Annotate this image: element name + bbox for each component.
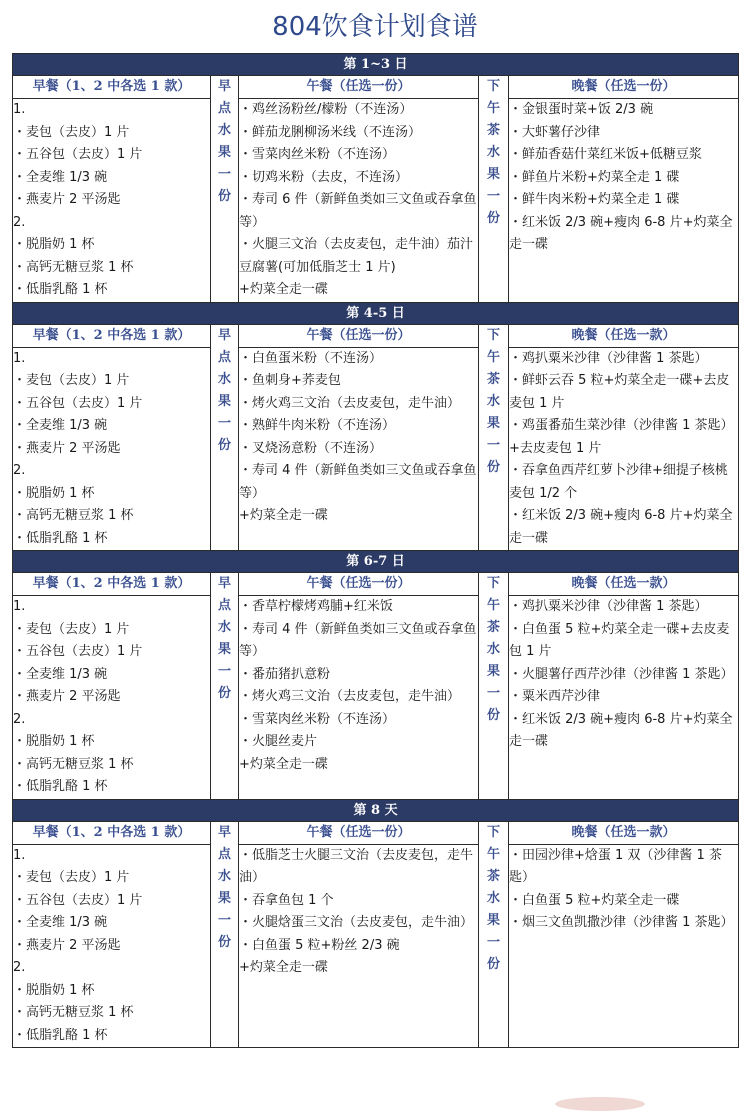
side-label-char: 水	[486, 890, 500, 906]
breakfast-item: ・麦包（去皮）1 片	[13, 870, 130, 885]
breakfast-header: 早餐（1、2 中各选 1 款）	[13, 821, 211, 844]
breakfast-item: ・脱脂奶 1 杯	[13, 485, 95, 501]
side-label-char: 份	[486, 211, 500, 226]
side-label-char: 水	[486, 145, 500, 160]
lunch-item: +灼菜全走一碟	[239, 756, 328, 772]
breakfast-header: 早餐（1、2 中各选 1 款）	[13, 76, 211, 99]
lunch-item: ・鱼刺身+荞麦包	[239, 373, 341, 388]
side-label-char: 果	[217, 393, 231, 409]
morning-fruit-label	[211, 324, 239, 551]
side-label-char: 茶	[486, 123, 500, 138]
breakfast-header: 早餐（1、2 中各选 1 款）	[13, 573, 211, 596]
lunch-header: 午餐（任选一份）	[239, 573, 479, 596]
lunch-item: ・白鱼蛋米粉（不连汤）	[239, 350, 383, 366]
side-label-char: 水	[486, 393, 500, 409]
side-label-char: 茶	[486, 868, 500, 884]
column-header-row	[13, 324, 739, 347]
lunch-item: ・雪菜肉丝米粉（不连汤）	[239, 711, 396, 727]
lunch-item: +灼菜全走一碟	[239, 508, 328, 523]
side-label-char: 果	[486, 415, 500, 431]
dinner-options	[509, 844, 739, 1048]
dinner-options	[509, 596, 739, 800]
lunch-options	[239, 844, 479, 1048]
dinner-header: 晚餐（任选一款）	[509, 821, 739, 844]
side-label-char: 份	[486, 956, 500, 972]
side-label-char: 早	[217, 576, 231, 591]
lunch-item: +灼菜全走一碟	[239, 960, 328, 975]
side-label-char: 茶	[486, 620, 500, 635]
side-label-char: 一	[486, 437, 500, 453]
side-label-char: 点	[217, 101, 231, 116]
breakfast-item: ・低脂乳酪 1 杯	[13, 779, 108, 794]
meal-plan-table	[12, 53, 739, 1048]
lunch-item: ・切鸡米粉（去皮，不连汤）	[239, 169, 409, 185]
lunch-item: ・鲜茄龙脷柳汤米线（不连汤）	[239, 124, 422, 140]
breakfast-item: 1.	[13, 102, 26, 117]
side-label-char: 果	[486, 664, 500, 679]
lunch-item: ・叉烧汤意粉（不连汤）	[239, 440, 383, 456]
dinner-item: ・白鱼蛋 5 粒+灼菜全走一碟	[509, 892, 680, 908]
side-label-char: 一	[217, 167, 231, 182]
side-label-char: 一	[486, 934, 500, 950]
side-label-char: 份	[217, 934, 231, 950]
dinner-item: ・鸡扒粟米沙律（沙律酱 1 茶匙）	[509, 350, 708, 366]
menu-content-row	[13, 99, 739, 303]
side-label-char: 水	[486, 642, 500, 657]
page-title: 804饮食计划食谱	[272, 12, 478, 42]
dinner-item: ・吞拿鱼西芹红萝卜沙律+细提子核桃麦包 1/2 个	[509, 463, 728, 501]
lunch-item: +灼菜全走一碟	[239, 282, 328, 297]
side-label-char: 午	[486, 349, 500, 365]
section-header-row	[13, 799, 739, 821]
menu-content-row	[13, 347, 739, 551]
side-label-char: 果	[217, 890, 231, 906]
afternoon-fruit-label	[479, 76, 509, 303]
side-label-char: 点	[217, 846, 231, 862]
breakfast-item: ・高钙无糖豆浆 1 杯	[13, 508, 134, 523]
morning-fruit-label	[211, 821, 239, 1048]
lunch-item: ・烤火鸡三文治（去皮麦包，走牛油）	[239, 689, 461, 704]
breakfast-item: ・五谷包（去皮）1 片	[13, 892, 143, 908]
breakfast-options	[13, 347, 211, 551]
breakfast-item: ・全麦维 1/3 碗	[13, 666, 108, 682]
breakfast-options	[13, 99, 211, 303]
breakfast-item: ・脱脂奶 1 杯	[13, 734, 95, 749]
dinner-item: ・火腿薯仔西芹沙律（沙律酱 1 茶匙）	[509, 666, 734, 682]
section-title: 第 6-7 日	[13, 551, 739, 573]
side-label-char: 一	[217, 664, 231, 679]
section-title: 第 1~3 日	[13, 54, 739, 76]
breakfast-item: ・燕麦片 2 平汤匙	[13, 689, 121, 704]
breakfast-item: 2.	[13, 214, 26, 230]
lunch-options	[239, 596, 479, 800]
breakfast-options	[13, 844, 211, 1048]
breakfast-item: ・脱脂奶 1 杯	[13, 982, 95, 998]
side-label-char: 早	[217, 824, 231, 840]
breakfast-item: ・五谷包（去皮）1 片	[13, 644, 143, 659]
side-label-char: 份	[486, 459, 500, 475]
afternoon-fruit-label	[479, 324, 509, 551]
side-label-char: 下	[486, 79, 500, 94]
side-label-char: 下	[486, 824, 500, 840]
breakfast-item: ・脱脂奶 1 杯	[13, 237, 95, 252]
side-label-char: 早	[217, 79, 231, 94]
breakfast-item: 1.	[13, 350, 26, 366]
dinner-item: ・红米饭 2/3 碗+瘦肉 6-8 片+灼菜全走一碟	[509, 508, 733, 546]
dinner-item: ・鲜鱼片米粉+灼菜全走 1 碟	[509, 169, 680, 185]
dinner-item: ・烟三文鱼凯撒沙律（沙律酱 1 茶匙）	[509, 915, 734, 930]
lunch-item: ・低脂芝士火腿三文治（去皮麦包，走牛油）	[239, 847, 474, 885]
side-label-char: 份	[217, 189, 231, 204]
side-label-char: 下	[486, 327, 500, 343]
lunch-item: ・寿司 4 件（新鲜鱼类如三文鱼或吞拿鱼等）	[239, 621, 477, 659]
dinner-header: 晚餐（任选一份）	[509, 76, 739, 99]
breakfast-item: ・五谷包（去皮）1 片	[13, 147, 143, 162]
dinner-item: ・大虾薯仔沙律	[509, 124, 601, 140]
section-title: 第 4-5 日	[13, 302, 739, 324]
section-title: 第 8 天	[13, 799, 739, 821]
dinner-item: ・白鱼蛋 5 粒+灼菜全走一碟+去皮麦包 1 片	[509, 621, 730, 659]
side-label-char: 茶	[486, 371, 500, 387]
side-label-char: 果	[217, 145, 231, 160]
menu-content-row	[13, 596, 739, 800]
breakfast-item: ・麦包（去皮）1 片	[13, 124, 130, 140]
lunch-item: ・番茄猪扒意粉	[239, 666, 331, 682]
afternoon-fruit-label	[479, 821, 509, 1048]
breakfast-item: ・高钙无糖豆浆 1 杯	[13, 259, 134, 275]
breakfast-item: ・全麦维 1/3 碗	[13, 169, 108, 185]
dinner-item: ・鲜牛肉米粉+灼菜全走 1 碟	[509, 192, 680, 207]
menu-content-row	[13, 844, 739, 1048]
breakfast-item: ・全麦维 1/3 碗	[13, 915, 108, 930]
breakfast-item: ・高钙无糖豆浆 1 杯	[13, 756, 134, 772]
breakfast-item: ・燕麦片 2 平汤匙	[13, 440, 121, 456]
dinner-item: ・鲜茄香菇什菜红米饭+低糖豆浆	[509, 147, 702, 162]
section-header-row	[13, 302, 739, 324]
side-label-char: 点	[217, 598, 231, 613]
side-label-char: 下	[486, 576, 500, 591]
side-label-char: 份	[217, 686, 231, 701]
section-header-row	[13, 551, 739, 573]
dinner-item: ・鲜虾云吞 5 粒+灼菜全走一碟+去皮麦包 1 片	[509, 373, 730, 411]
lunch-item: ・火腿焓蛋三文治（去皮麦包，走牛油）	[239, 915, 474, 930]
dinner-header: 晚餐（任选一款）	[509, 573, 739, 596]
lunch-item: ・白鱼蛋 5 粒+粉丝 2/3 碗	[239, 937, 400, 953]
lunch-header: 午餐（任选一份）	[239, 821, 479, 844]
breakfast-options	[13, 596, 211, 800]
breakfast-item: ・低脂乳酪 1 杯	[13, 1027, 108, 1043]
dinner-item: ・红米饭 2/3 碗+瘦肉 6-8 片+灼菜全走一碟	[509, 711, 733, 749]
lunch-item: ・鸡丝汤粉丝/檬粉（不连汤）	[239, 102, 413, 117]
side-label-char: 午	[486, 101, 500, 116]
breakfast-item: ・低脂乳酪 1 杯	[13, 282, 108, 297]
dinner-item: ・鸡蛋番茄生菜沙律（沙律酱 1 茶匙）+去皮麦包 1 片	[509, 418, 734, 456]
lunch-item: ・寿司 4 件（新鲜鱼类如三文鱼或吞拿鱼等）	[239, 463, 477, 501]
side-label-char: 水	[217, 123, 231, 138]
lunch-item: ・香草柠檬烤鸡脯+红米饭	[239, 599, 393, 614]
breakfast-item: ・燕麦片 2 平汤匙	[13, 937, 121, 953]
lunch-item: ・烤火鸡三文治（去皮麦包，走牛油）	[239, 395, 461, 411]
breakfast-item: ・麦包（去皮）1 片	[13, 373, 130, 388]
lunch-item: ・寿司 6 件（新鲜鱼类如三文鱼或吞拿鱼等）	[239, 192, 477, 230]
breakfast-item: ・五谷包（去皮）1 片	[13, 395, 143, 411]
side-label-char: 点	[217, 349, 231, 365]
afternoon-fruit-label	[479, 573, 509, 800]
side-label-char: 果	[217, 642, 231, 657]
side-label-char: 水	[217, 620, 231, 635]
breakfast-item: ・全麦维 1/3 碗	[13, 418, 108, 433]
breakfast-item: ・高钙无糖豆浆 1 杯	[13, 1005, 134, 1020]
side-label-char: 午	[486, 846, 500, 862]
side-label-char: 份	[486, 708, 500, 723]
lunch-options	[239, 99, 479, 303]
lunch-header: 午餐（任选一份）	[239, 324, 479, 347]
lunch-item: ・雪菜肉丝米粉（不连汤）	[239, 147, 396, 162]
side-label-char: 果	[486, 912, 500, 928]
section-header-row	[13, 54, 739, 76]
dinner-options	[509, 347, 739, 551]
dinner-item: ・红米饭 2/3 碗+瘦肉 6-8 片+灼菜全走一碟	[509, 214, 733, 252]
breakfast-item: ・麦包（去皮）1 片	[13, 621, 130, 637]
column-header-row	[13, 573, 739, 596]
breakfast-item: ・燕麦片 2 平汤匙	[13, 192, 121, 207]
dinner-item: ・金银蛋时菜+饭 2/3 碗	[509, 102, 654, 117]
column-header-row	[13, 76, 739, 99]
side-label-char: 水	[217, 868, 231, 884]
dinner-header: 晚餐（任选一款）	[509, 324, 739, 347]
side-label-char: 一	[217, 912, 231, 928]
side-label-char: 份	[217, 437, 231, 453]
breakfast-item: 2.	[13, 711, 26, 727]
lunch-item: ・火腿丝麦片	[239, 734, 318, 749]
side-label-char: 水	[217, 371, 231, 387]
dinner-options	[509, 99, 739, 303]
dinner-item: ・粟米西芹沙律	[509, 689, 601, 704]
side-label-char: 午	[486, 598, 500, 613]
side-label-char: 果	[486, 167, 500, 182]
morning-fruit-label	[211, 76, 239, 303]
breakfast-item: ・低脂乳酪 1 杯	[13, 530, 108, 546]
side-label-char: 早	[217, 327, 231, 343]
lunch-options	[239, 347, 479, 551]
side-label-char: 一	[217, 415, 231, 431]
decorative-shape	[555, 1097, 645, 1111]
lunch-header: 午餐（任选一份）	[239, 76, 479, 99]
dinner-item: ・鸡扒粟米沙律（沙律酱 1 茶匙）	[509, 599, 708, 614]
dinner-item: ・田园沙律+焓蛋 1 双（沙律酱 1 茶匙）	[509, 847, 722, 885]
breakfast-item: 2.	[13, 463, 26, 478]
side-label-char: 一	[486, 189, 500, 204]
morning-fruit-label	[211, 573, 239, 800]
breakfast-item: 1.	[13, 847, 26, 863]
lunch-item: ・吞拿鱼包 1 个	[239, 892, 334, 908]
lunch-item: ・熟鲜牛肉米粉（不连汤）	[239, 418, 396, 433]
breakfast-item: 2.	[13, 960, 26, 975]
column-header-row	[13, 821, 739, 844]
breakfast-item: 1.	[13, 599, 26, 614]
lunch-item: ・火腿三文治（去皮麦包，走牛油）茄汁豆腐薯(可加低脂芝士 1 片)	[239, 237, 474, 275]
side-label-char: 一	[486, 686, 500, 701]
breakfast-header: 早餐（1、2 中各选 1 款）	[13, 324, 211, 347]
